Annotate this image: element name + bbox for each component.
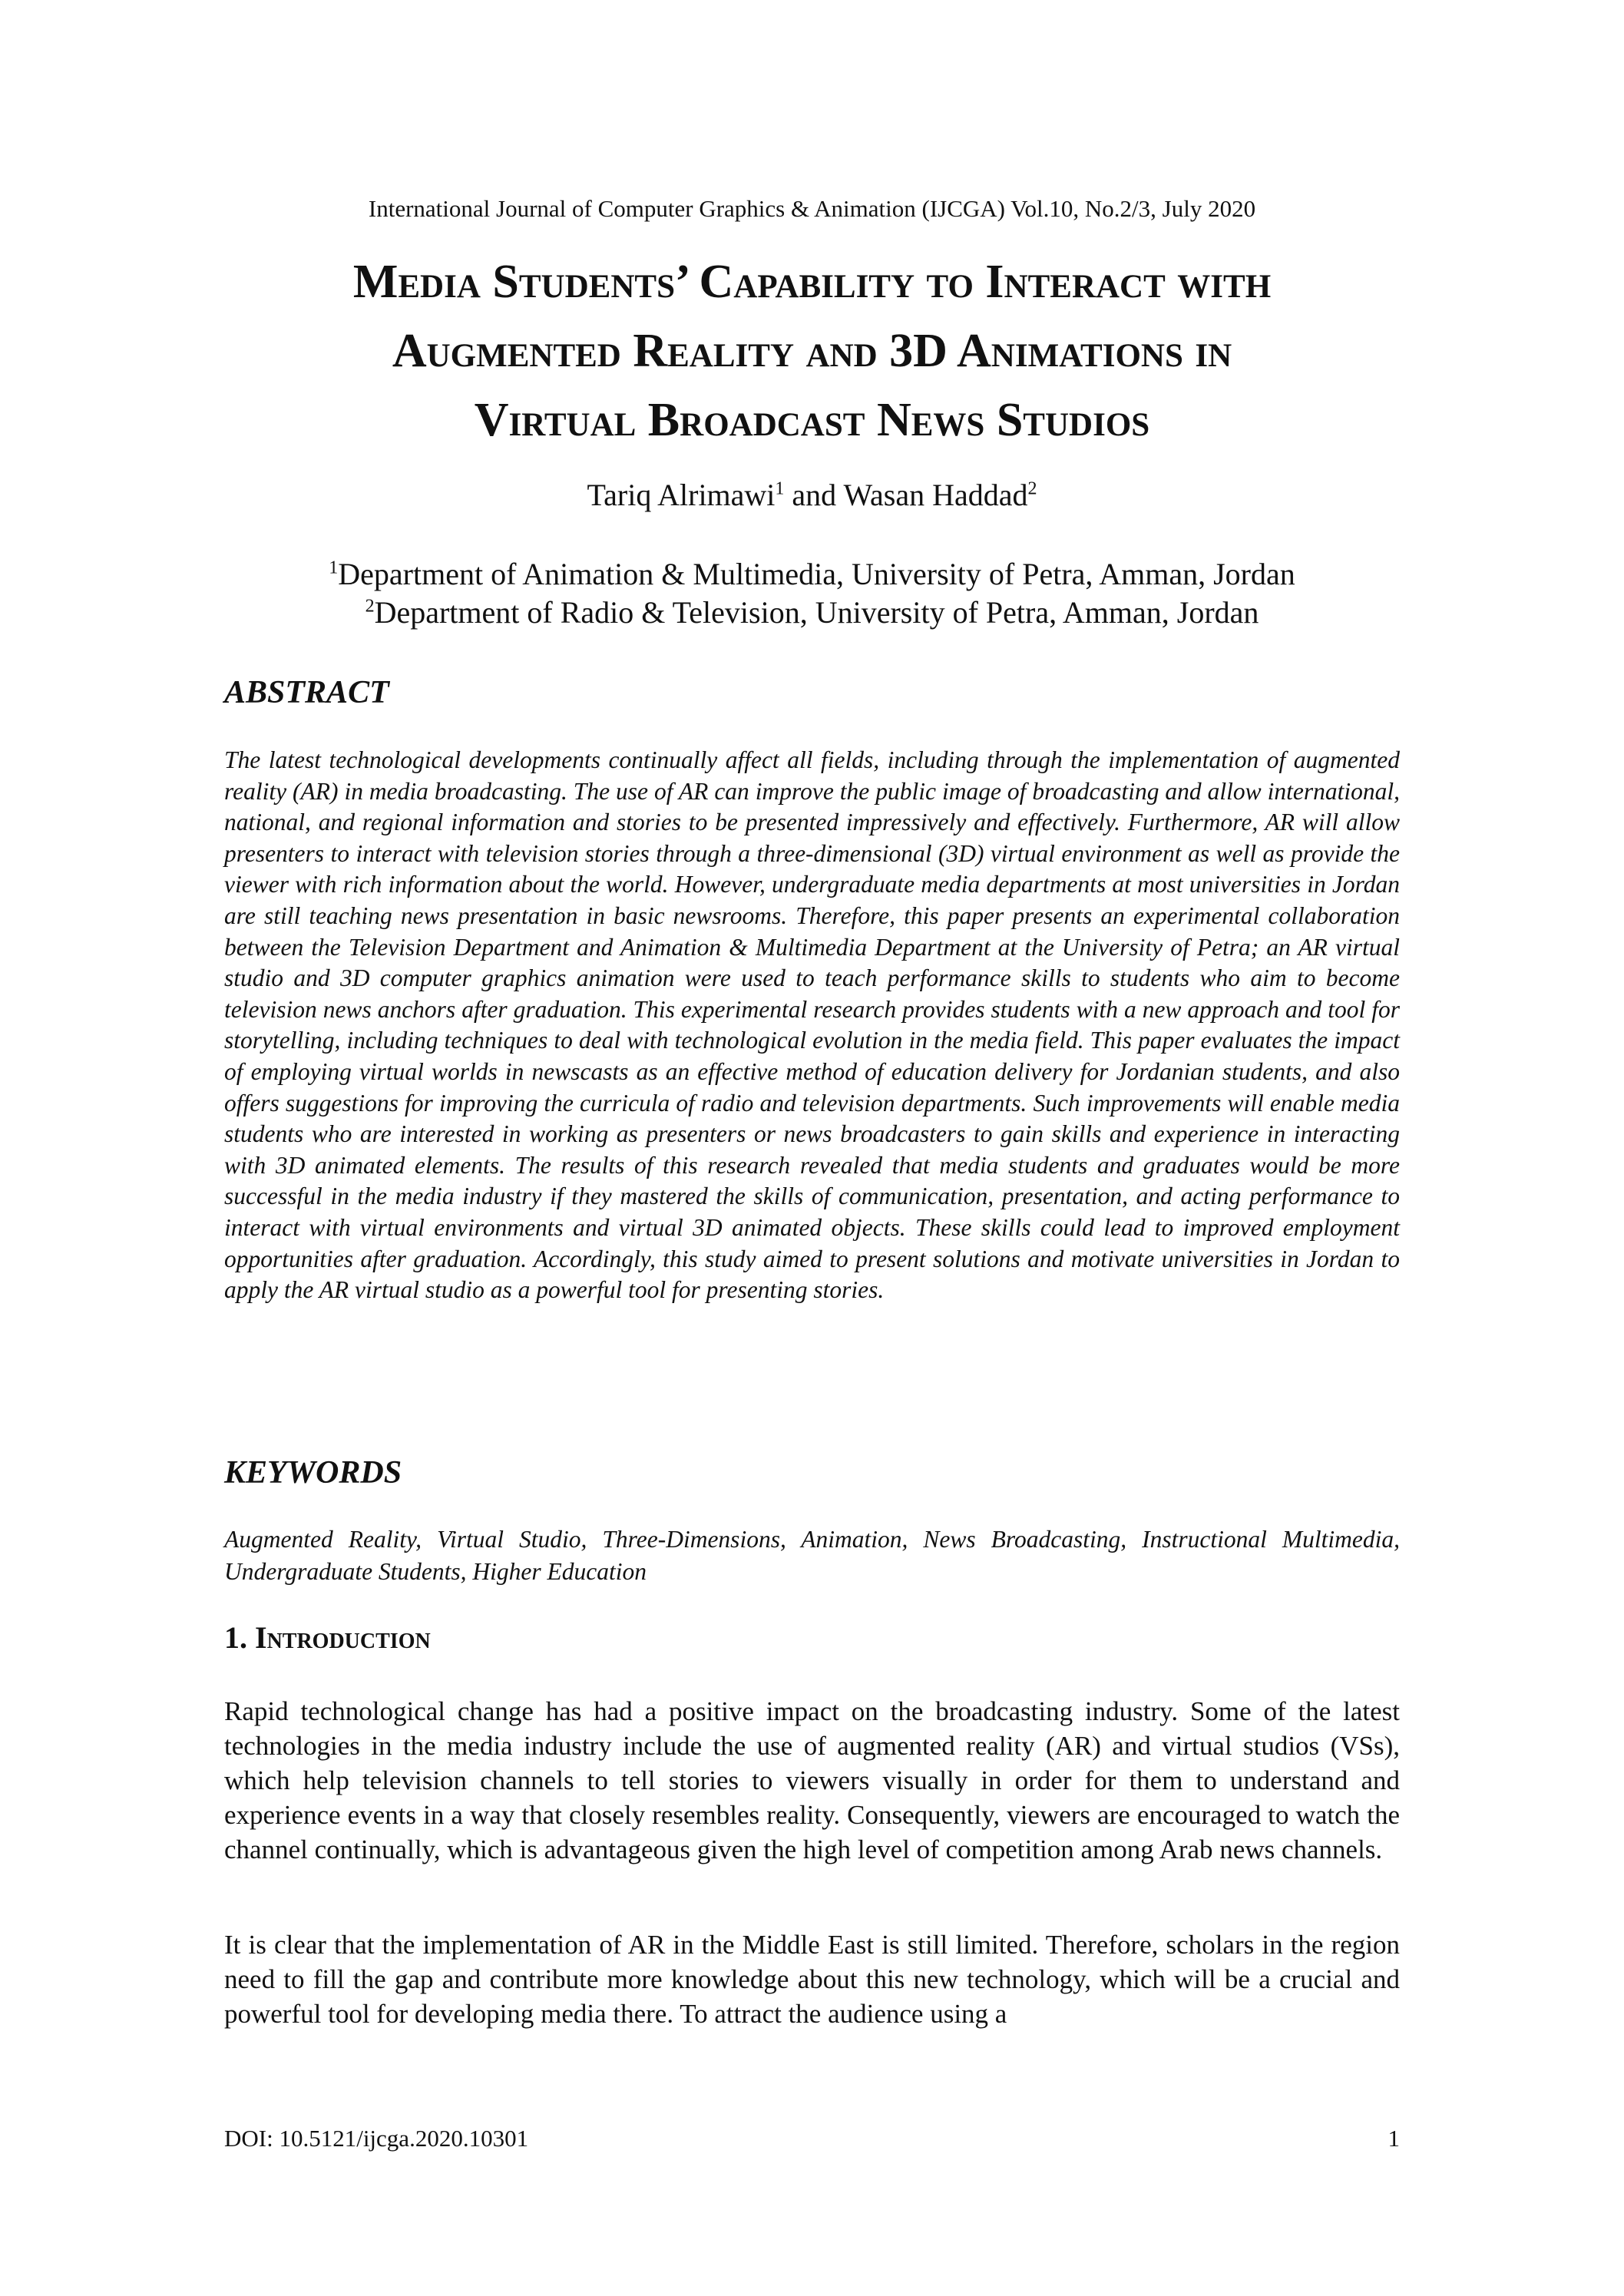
title-line-1: Media Students’ Capability to Interact with xyxy=(352,256,1272,308)
affiliation-mark: 2 xyxy=(365,596,375,617)
affiliation xyxy=(0,556,1624,593)
author-affiliation-mark: 2 xyxy=(1027,478,1037,499)
author-list xyxy=(0,476,1624,514)
affiliation-text: Department of Radio & Television, University of Petra, Amman, Jordan xyxy=(374,595,1259,630)
abstract-heading: ABSTRACT xyxy=(224,675,389,710)
body-paragraph: It is clear that the implementation of AR in the Middle East is still limited. Therefore, scholars in the region need to fill the gap and contribute more knowledge about this new technology, which will be a crucial and powerful tool for developing media there. To attract the audience using a xyxy=(224,1930,1400,2029)
title-line-2: Augmented Reality and 3D Animations in xyxy=(392,325,1232,377)
introduction-heading: 1. Introduction xyxy=(224,1620,431,1655)
keywords-body: Augmented Reality, Virtual Studio, Three-Dimensions, Animation, News Broadcasting, Instructional Multimedia, Undergraduate Students, Higher Education xyxy=(224,1526,1400,1585)
title-line-3: Virtual Broadcast News Studios xyxy=(474,394,1150,446)
author-affiliation-mark: 1 xyxy=(775,478,785,499)
affiliation-mark: 1 xyxy=(329,557,339,578)
author-name: Tariq Alrimawi xyxy=(587,478,776,512)
footer-doi: DOI: 10.5121/ijcga.2020.10301 xyxy=(224,2125,529,2152)
affiliation-text: Department of Animation & Multimedia, University of Petra, Amman, Jordan xyxy=(338,557,1295,591)
author-connector: and xyxy=(784,478,844,512)
keywords-heading: KEYWORDS xyxy=(224,1455,402,1490)
page-number: 1 xyxy=(1388,2125,1400,2152)
running-header: International Journal of Computer Graphics & Animation (IJCGA) Vol.10, No.2/3, July 2020 xyxy=(368,195,1256,222)
author-name: Wasan Haddad xyxy=(843,478,1028,512)
abstract-body: The latest technological developments continually affect all fields, including through the implementation of augmented reality (AR) in media broadcasting. The use of AR can improve the public image of broadcasting and allow international, national, and regional information and stories to be presented impressively and effectively. Furthermore, AR will allow presenters to interact with television stories through a three-dimensional (3D) virtual environment as well as provide the viewer with rich information about the world. However, undergraduate media departments at most universities in Jordan are still teaching news presentation in basic newsrooms. Therefore, this paper presents an experimental collaboration between the Television Department and Animation & Multimedia Department at the University of Petra; an AR virtual studio and 3D computer graphics animation were used to teach performance skills to students who aim to become television news anchors after graduation. This experimental research provides students with a new approach and tool for storytelling, including techniques to deal with technological evolution in the media field. This paper evaluates the impact of employing virtual worlds in newscasts as an effective method of education delivery for Jordanian students, and also offers suggestions for improving the curricula of radio and television departments. Such improvements will enable media students who are interested in working as presenters or news broadcasters to gain skills and experience in interacting with 3D animated elements. The results of this research revealed that media students and graduates would be more successful in the media industry if they mastered the skills of communication, presentation, and acting performance to interact with virtual environments and virtual 3D animated objects. These skills could lead to improved employment opportunities after graduation. Accordingly, this study aimed to present solutions and motivate universities in Jordan to apply the AR virtual studio as a powerful tool for presenting stories. xyxy=(224,746,1400,1304)
body-paragraph: Rapid technological change has had a positive impact on the broadcasting industry. Some of the latest technologies in the media industry include the use of augmented reality (AR) and virtual studios (VSs), which help television channels to tell stories to viewers visually in order for them to understand and experience events in a way that closely resembles reality. Consequently, viewers are encouraged to watch the channel continually, which is advantageous given the high level of competition among Arab news channels. xyxy=(224,1696,1400,1864)
paper-title xyxy=(154,247,1470,455)
affiliation xyxy=(0,594,1624,631)
